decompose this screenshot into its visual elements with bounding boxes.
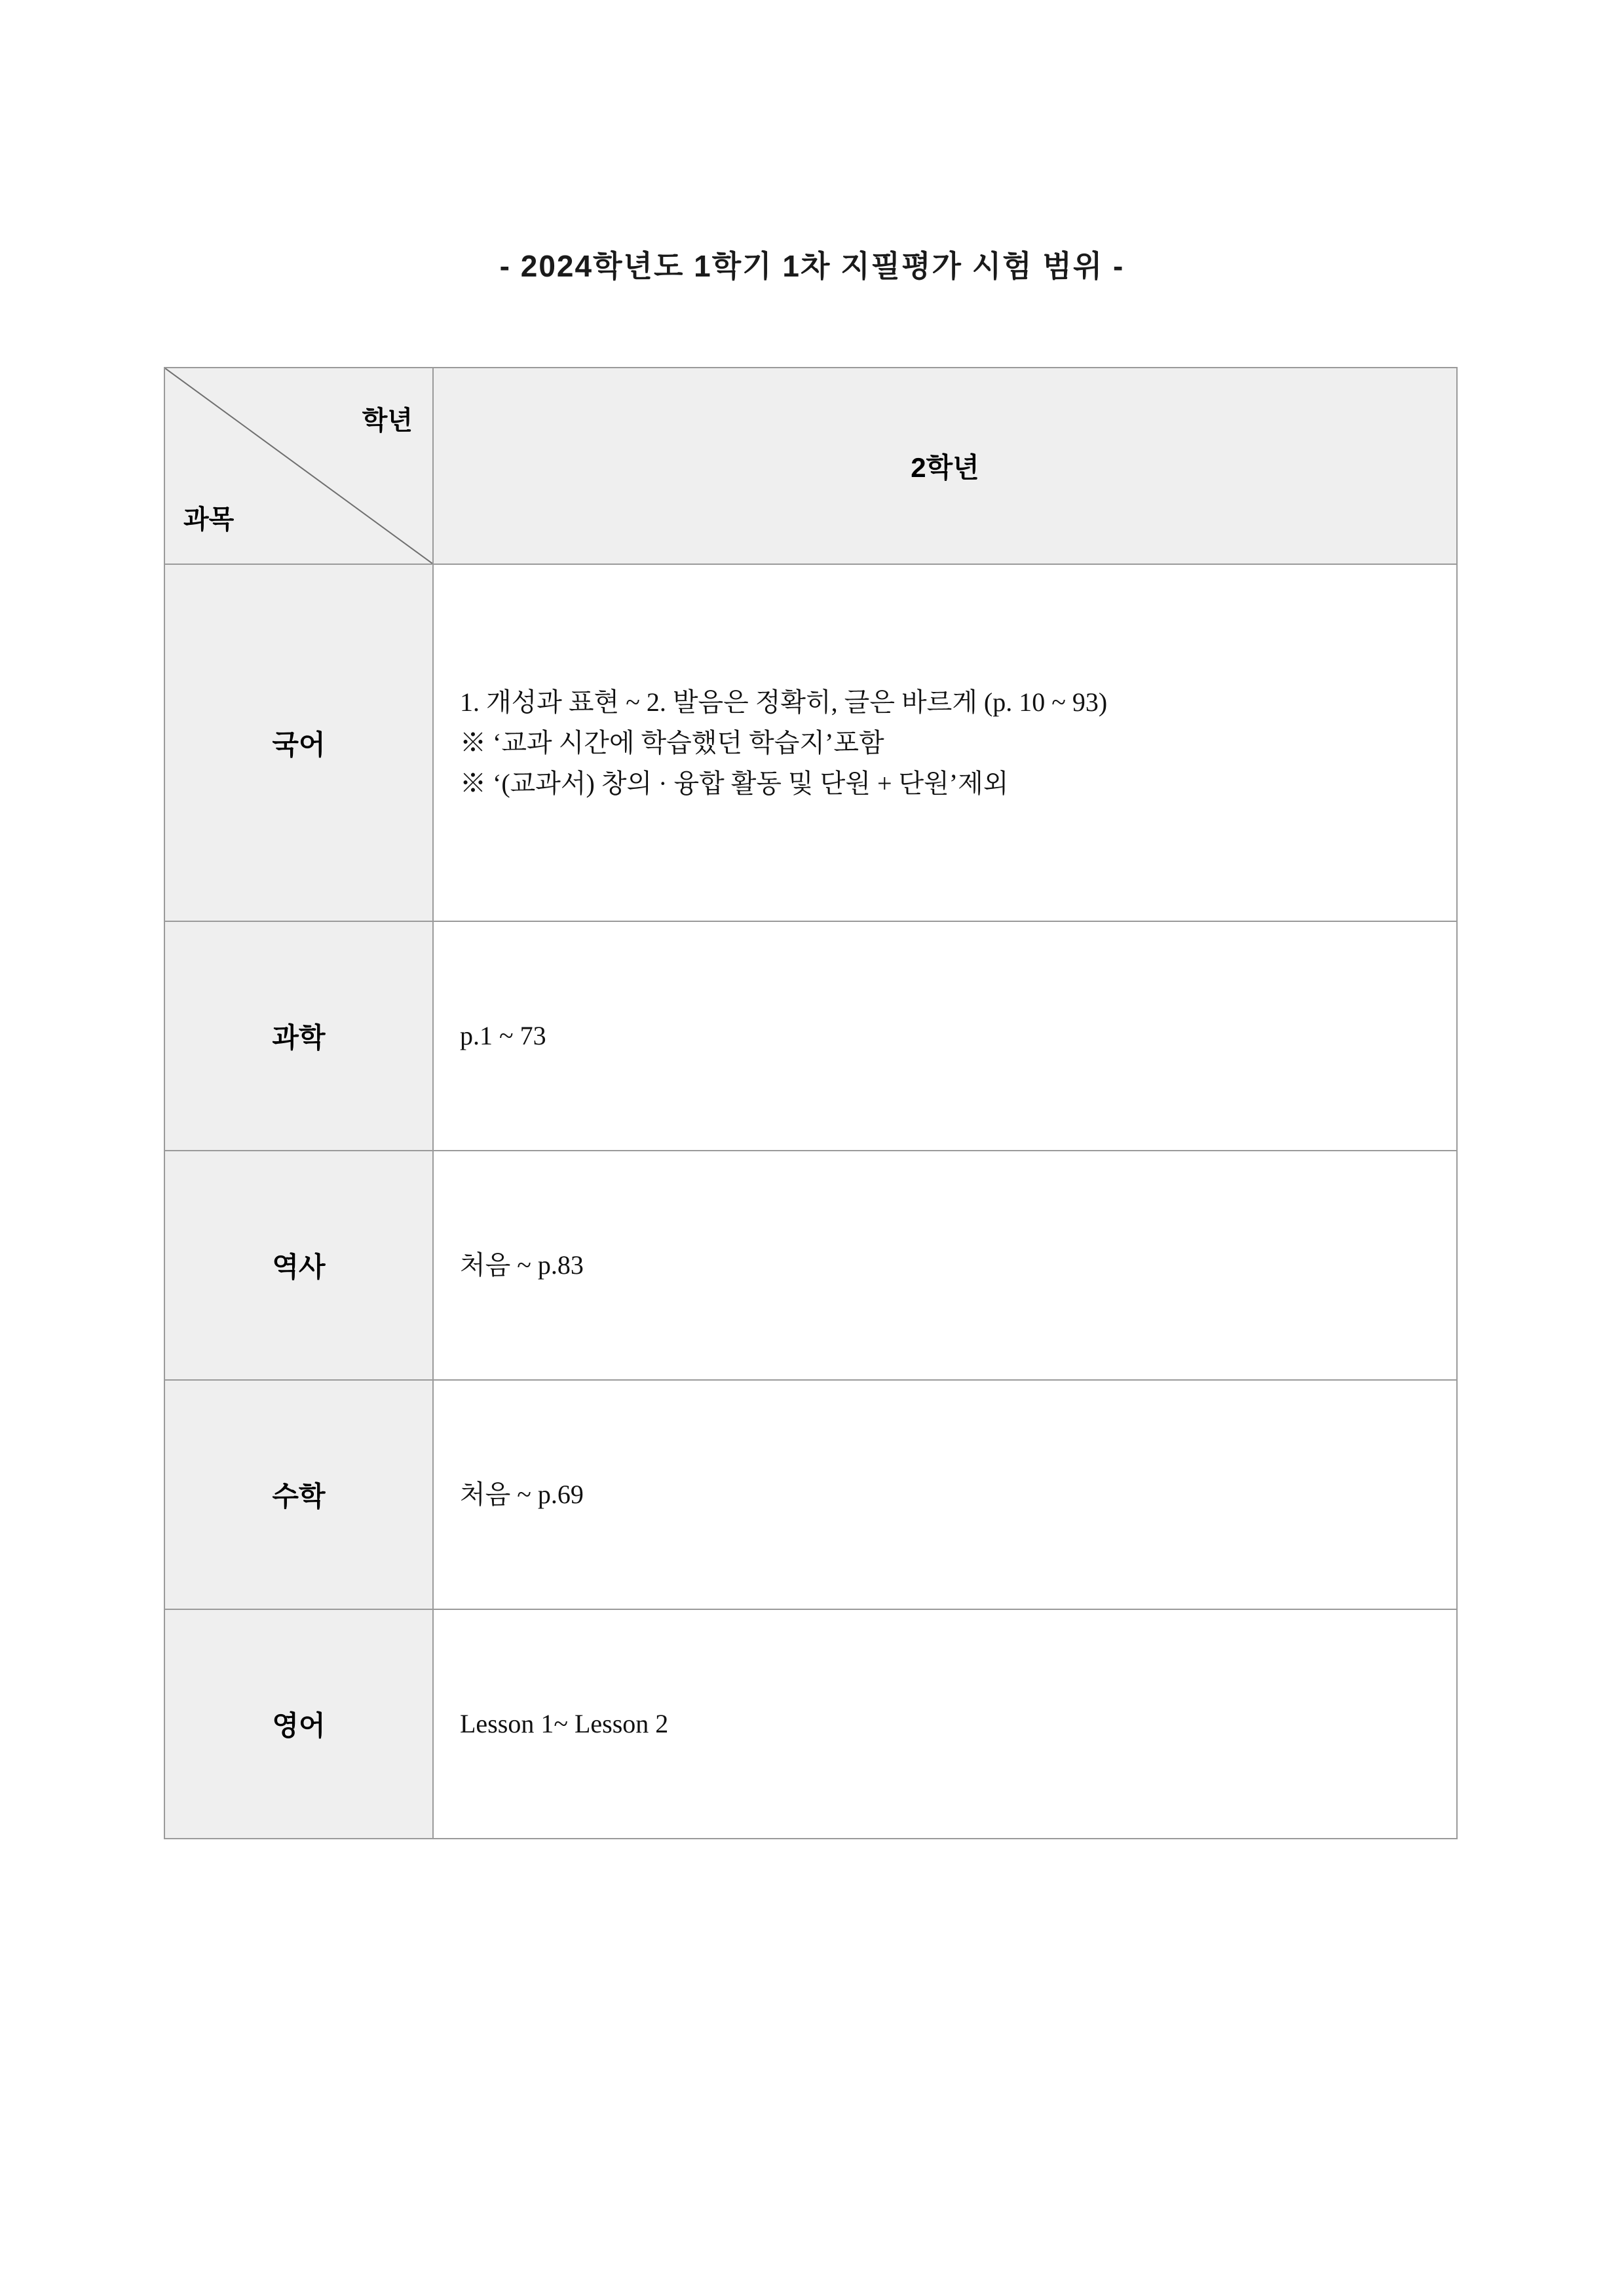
table-row	[164, 564, 1457, 921]
table-header-row	[164, 368, 1457, 564]
page-title: - 2024학년도 1학기 1차 지필평가 시험 범위 -	[499, 249, 1125, 283]
header-grade-column: 2학년	[433, 368, 1457, 564]
header-corner-cell	[164, 368, 433, 564]
table-row	[164, 1609, 1457, 1839]
subject-cell-korean: 국어	[164, 564, 433, 921]
exam-scope-table	[164, 367, 1458, 1839]
table-row	[164, 921, 1457, 1151]
table-row	[164, 1380, 1457, 1609]
scope-line: Lesson 1~ Lesson 2	[460, 1709, 669, 1738]
subject-cell-english: 영어	[164, 1609, 433, 1839]
scope-cell-english	[433, 1609, 1457, 1839]
scope-line: p.1 ~ 73	[460, 1021, 546, 1050]
scope-cell-math	[433, 1380, 1457, 1609]
exam-scope-table-container	[164, 367, 1458, 1839]
header-subject-axis-label: 과목	[183, 505, 235, 534]
subject-cell-math: 수학	[164, 1380, 433, 1609]
scope-cell-history	[433, 1151, 1457, 1380]
subject-cell-science: 과학	[164, 921, 433, 1151]
scope-cell-korean	[433, 564, 1457, 921]
scope-line: 1. 개성과 표현 ~ 2. 발음은 정확히, 글은 바르게 (p. 10 ~ 93)	[460, 687, 1108, 717]
table-row	[164, 1151, 1457, 1380]
scope-line: 처음 ~ p.69	[460, 1480, 584, 1509]
scope-cell-science	[433, 921, 1457, 1151]
scope-line: 처음 ~ p.83	[460, 1250, 584, 1280]
scope-line: ※ ‘(교과서) 창의 · 융합 활동 및 단원 + 단원’제외	[460, 768, 1009, 798]
subject-cell-history: 역사	[164, 1151, 433, 1380]
header-grade-axis-label: 학년	[362, 406, 413, 435]
scope-line: ※ ‘교과 시간에 학습했던 학습지’포함	[460, 727, 884, 757]
